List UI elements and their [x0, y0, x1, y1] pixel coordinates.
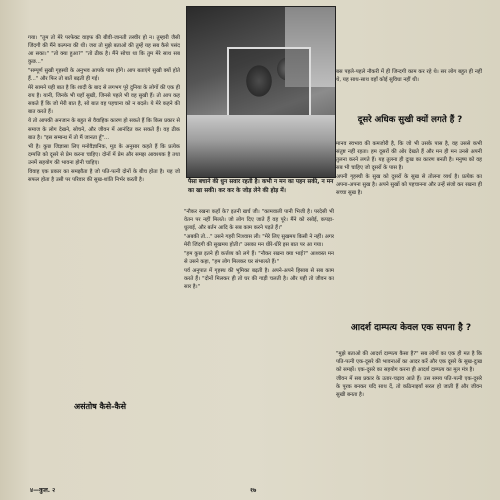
paragraph: जीवन में सब प्रकार के उतार-चढ़ाव आते हैं। उस समय पति-पत्नी एक-दूसरे के पूरक बनकर यदि साथ दें, तो कठिनाइयाँ सरल हो जाती हैं और जीवन सुखी बनता है। — [336, 376, 482, 399]
article-column-1 — [28, 34, 180, 492]
photo-car-body — [187, 115, 335, 177]
paragraph: "सम्पूर्ण सुखी गृहस्थी के अनुभव आपके पास होंगे। आप बताएंगे सुखी क्यों होते हैं..." और फिर तो बातें बढ़ती ही गई। — [28, 68, 180, 83]
article-column-3 — [336, 68, 482, 116]
couple-photo — [186, 6, 336, 178]
paragraph: "नौकर रखना कहाँ के? इतनी खर्च जी। "कामवाली पानी भिजी है। परदेसी भी वेतन पर नहीं मिलते। जो लोग दिए जाते हैं वह पूरे। मैंने को रसोई, कपड़ा-धुलाई, और बर्तन आदि के सब काम करने पड़ते हैं।" — [184, 209, 334, 232]
paragraph: गया। "तुम तो मेरे परफेक्ट वाइफ की बीवी-जानती तस्वीर हो न। तुम्हारी जैसी जिंदगी की मैंने कल्पना की थी। जरा तो मुझे बताओ की तुम्हें यह सब कैसे पसंद आ सका।" "तो क्या हुआ?" "तो ठीक है। मैंने सोचा था कि तुम मेरे साथ सब कुछ..." — [28, 35, 180, 66]
paragraph: "अबकी तो..." उसने गहरी निःश्वास ली। "मेरे लिए सुखमय किसी ने नहीं। अगर मेरी जिंदगी की सुखमय होती।" उसका मन धीरे-धीरे इस बात पर आ गया। — [184, 234, 334, 249]
paragraph: विवाह एक प्रकार का समझौता है जो पति-पत्नी दोनों के बीच होता है। यह जो सफल होता है उसी पर परिवार की सुख-शांति निर्भर करती है। — [28, 168, 180, 183]
paragraph: ये तो आपकी अनजान के बहुत से वैवाहिक कारण हो सकते हैं कि किस प्रकार से समाज के लोग देखने, सोचने, और जीवन में आनंदित कर सकते हैं। वह ठीक बात है। "इस सम्बन्ध में तो मैं जानता हूँ"... — [28, 118, 180, 141]
section-heading-left: असंतोष कैसे-कैसे — [74, 402, 126, 411]
section-heading-right-2: आदर्श दाम्पत्य केवल एक सपना है ? — [350, 323, 472, 333]
article-column-3-section-2 — [336, 350, 482, 480]
photo-caption: पैसा बचाने की धुन सवार रहती है। कभी न मन का पहन सकी, न मन का खा सकी। कर कर के जोड़ लेने की होड़ में। — [188, 179, 334, 194]
article-column-2 — [184, 208, 334, 500]
page-number: १७ — [250, 487, 257, 494]
article-column-3-section-1 — [336, 140, 482, 320]
paragraph: मेरे सामने यही बात है कि शादी के बाद से लगभग पूरे दुनिया के लोगों की एक ही राय है। यानी, जिनके भी यहाँ सुखी, जिनसे पहले भी वह सुखी हैं। तो आप कह सकते हैं कि जो मेरी बात है, सो बात वह पहचाना को न बदले। ये मेरे कहने की बात करते हैं। — [28, 85, 180, 116]
paragraph: "मुझे बताओ की आदर्श दाम्पत्य कैसा है?" सब लोगों का एक ही मत है कि पति-पत्नी एक-दूसरे की भावनाओं का आदर करें और एक दूसरे के सुख-दुःख को समझें। एक-दूसरे का सहयोग करना ही आदर्श दाम्पत्य का मूल मंत्र है। — [336, 351, 482, 374]
paragraph: मानव स्वभाव की कमजोरी है, कि जो भी उसके पास है, वह उससे कभी संतुष्ट नहीं रहता। हम दूसरों की ओर देखते हैं और मन ही मन उनसे अपनी तुलना करने लगते हैं। यह तुलना ही दुःख का कारण बनती है। मनुष्य को वह सब भी चाहिए जो दूसरों के पास है। — [336, 141, 482, 172]
paragraph: बस पहले-पहले नौकरी में ही जिन्दगी काम कर रहे थे। सर लोग बहुत ही नहीं थे, यह साथ-साथ वहाँ कोई सुविधा नहीं थी। — [336, 69, 482, 84]
footer-issue-label: ४—कुल. २ — [30, 487, 56, 494]
paragraph: भी है। कुछ जिज्ञासा लिए मनोवैज्ञानिक, मूड के अनुसार कहते हैं कि प्रत्येक दम्पत्ति को दूसरे से प्रेम करना चाहिए। दोनों में प्रेम और समझ आवश्यक है तथा उनमें सहयोग की भावना होनी चाहिए। — [28, 143, 180, 166]
paragraph: पर्व अनुपात में गृहस्थ की भूमिका बढ़ती है। अपने-अपने हिसाब से सब काम करते हैं। "दोनों मिलकर ही तो घर की गाड़ी चलती है। और यही तो जीवन का सार है।" — [184, 268, 334, 291]
section-heading-right-1: दूसरे अधिक सुखी क्यों लगते हैं ? — [357, 115, 463, 125]
photo-car-window — [227, 47, 311, 121]
paragraph: "हम कुछ इतने ही कर्त्तव्य को लगे हैं। "नौकर रखना क्या भाई?" आश्वस्त मन से उसने कहा, "हम लोग मिलकर घर संभालते हैं।" — [184, 251, 334, 266]
paragraph: अपनी गृहस्थी के सुख को दूसरों के सुख से तोलना व्यर्थ है। प्रत्येक का अपना-अपना सुख है। अपने सुखों को पहचानना और उन्हें संजो कर रखना ही सच्चा सुख है। — [336, 174, 482, 197]
